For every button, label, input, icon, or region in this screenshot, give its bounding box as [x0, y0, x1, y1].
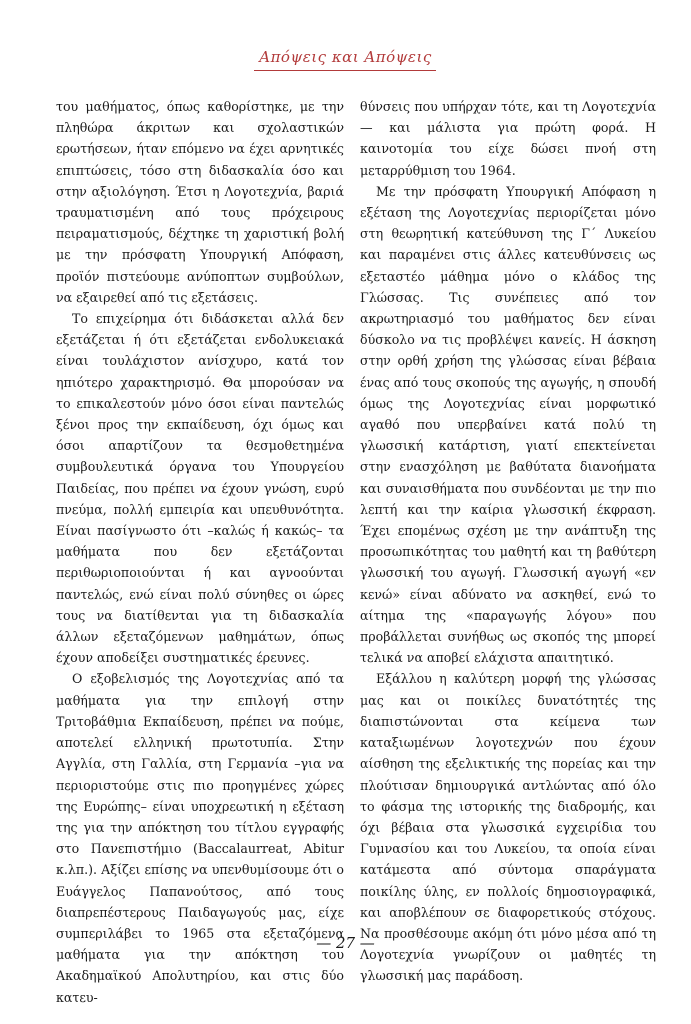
- paragraph: Το επιχείρημα ότι διδάσκεται αλλά δεν εξετάζεται ή ότι εξετάζεται ενδολυκειακά είναι τουλάχιστον ανίσχυρο, κατά τον ηπιότερο χαρακτηρισμό. Θα μπορούσαν να το επικαλεστούν μόνο όσοι είναι παντελώς ξένοι προς την εκπαίδευση, όχι όμως και όσοι απαρτίζουν τα θεσμοθετημένα συμβουλευτικά όργανα του Υπουργείου Παιδείας, που πρέπει να έχουν γνώση, ευρύ πνεύμα, πολλή εμπειρία και υπευθυνότητα. Είναι πασίγνωστο ότι –καλώς ή κακώς– τα μαθήματα που δεν εξετάζονται περιθωριοποιούνται ή και αγνοούνται παντελώς, ενώ είναι πολύ σύνηθες οι ώρες τους να διατίθενται για τη διδασκαλία άλλων εξεταζόμενων μαθημάτων, όπως έχουν αποδείξει συστηματικές έρευνες.: [56, 311, 344, 666]
- paragraph: του μαθήματος, όπως καθορίστηκε, με την πληθώρα άκριτων και σχολαστικών ερωτήσεων, ήταν επόμενο να έχει αρνητικές επιπτώσεις, τόσο στη διδασκαλία όσο και στην αξιολόγηση. Έτσι η Λογοτεχνία, βαριά τραυματισμένη από τους πρόχειρους πειραματισμούς, δέχτηκε τη χαριστική βολή με την πρόσφατη Υπουργική Απόφαση, προϊόν πιστεύουμε ανύποπτων συμβούλων, να εξαιρεθεί από τις εξετάσεις.: [56, 99, 344, 305]
- paragraph: Εξάλλου η καλύτερη μορφή της γλώσσας μας και οι ποικίλες δυνατότητές της διαπιστώνονται στα κείμενα των καταξιωμένων λογοτεχνών που έχουν αίσθηση της εξελικτικής της πορείας και την πλούτισαν δημιουργικά αντλώντας από όλο το φάσμα της ιστορικής της διαδρομής, και όχι βέβαια στα γλωσσικά εγχειρίδια του Γυμνασίου και του Λυκείου, τα οποία είναι κατάμεστα από σύντομα σπαράγματα ποικίλης ύλης, εν πολλοίς δημοσιογραφικά, και αποβλέπουν σε διαφορετικούς στόχους. Να προσθέσουμε ακόμη ότι μόνο μέσα από τη Λογοτεχνία γνωρίζουν οι μαθητές τη γλωσσική μας παράδοση.: [360, 671, 656, 984]
- paragraph: Με την πρόσφατη Υπουργική Απόφαση η εξέταση της Λογοτεχνίας περιορίζεται μόνο στη θεωρητική κατεύθυνση της Γ΄ Λυκείου και παραμένει στις άλλες κατευθύνσεις ως εξεταστέο μάθημα μόνο ο κλάδος της Γλώσσας. Τις συνέπειες από τον ακρωτηριασμό του μαθήματος δεν είναι δύσκολο να τις προβλέψει κανείς. Η άσκηση στην ορθή χρήση της γλώσσας είναι βέβαια ένας από τους σκοπούς της αγωγής, η σπουδή όμως της Λογοτεχνίας είναι μορφωτικό αγαθό που υπερβαίνει κατά πολύ τη γλωσσική κατάρτιση, γιατί επεκτείνεται στην ενασχόληση με βαθύτατα διανοήματα και συναισθήματα που συνδέονται με την πιο λεπτή και την καίρια γλωσσική έκφραση. Έχει επομένως σχέση με την ανάπτυξη της προσωπικότητας του μαθητή και τη βαθύτερη γλωσσική του αγωγή. Γλωσσική αγωγή «εν κενώ» είναι αδύνατο να ασκηθεί, ενώ το αίτημα της «παραγωγής λόγου» που προβάλλεται συνήθως ως σκοπός της μπορεί τελικά να αποβεί ελάχιστα απαιτητικό.: [360, 183, 656, 666]
- running-header: Απόψεις και Απόψεις: [259, 48, 432, 66]
- header-underline: [254, 70, 436, 71]
- right-column: [360, 96, 656, 987]
- page-number: — 27 —: [316, 934, 375, 952]
- paragraph: θύνσεις που υπήρχαν τότε, και τη Λογοτεχνία — και μάλιστα για πρώτη φορά. Η καινοτομία του είχε δώσει πνοή στη μεταρρύθμιση του 1964.: [360, 99, 656, 178]
- paragraph: Ο εξοβελισμός της Λογοτεχνίας από τα μαθήματα για την επιλογή στην Τριτοβάθμια Εκπαίδευση, πρέπει να πούμε, αποτελεί ελληνική πρωτοτυπία. Στην Αγγλία, στη Γαλλία, στη Γερμανία –για να περιοριστούμε στις πιο προηγμένες χώρες της Ευρώπης– είναι υποχρεωτική η εξέταση της για την απόκτηση του τίτλου εγγραφής στο Πανεπιστήμιο (Baccalaurreat, Abitur κ.λπ.). Αξίζει επίσης να υπενθυμίσουμε ότι ο Ευάγγελος Παπανούτσος, από τους διαπρεπέστερους Παιδαγωγούς μας, είχε συμπεριλάβει το 1965 στα εξεταζόμενα μαθήματα για την απόκτηση του Ακαδημαϊκού Απολυτηρίου, και στις δύο κατευ-: [56, 671, 344, 1005]
- left-column: [56, 96, 344, 1008]
